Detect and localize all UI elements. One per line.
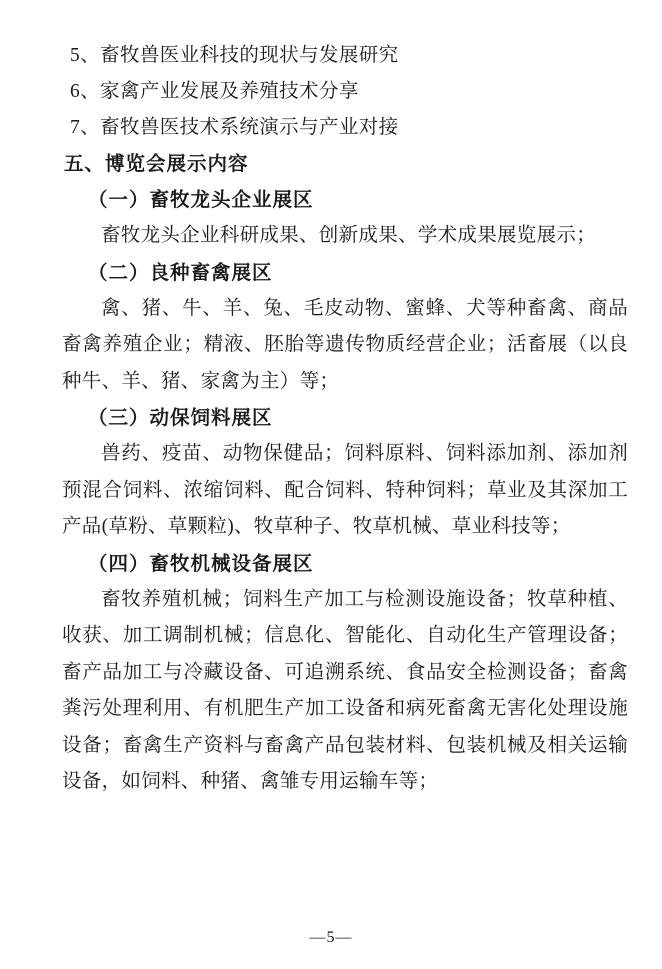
subsection-2-heading: （二）良种畜禽展区 [88, 260, 273, 284]
list-item-5: 5、畜牧兽医业科技的现状与发展研究 [70, 45, 399, 66]
subsection-3 [62, 400, 628, 546]
subsection-3-heading: （三）动保饲料展区 [88, 406, 273, 429]
subsection-2 [62, 255, 628, 401]
list-item-7: 7、畜牧兽医技术系统演示与产业对接 [70, 117, 399, 138]
subsection-4-heading: （四）畜牧机械设备展区 [88, 551, 314, 575]
subsection-4 [62, 546, 628, 801]
subsection-4-paragraph: 畜牧养殖机械；饲料生产加工与检测设施设备；牧草种植、收获、加工调制机械；信息化、智能化、自动化生产管理设备；畜产品加工与冷藏设备、可追溯系统、食品安全检测设备；畜禽粪污处理利用、有机肥生产加工设备和病死畜禽无害化处理设施设备；畜禽生产资料与畜禽产品包装材料、包装机械及相关运输设备，如饲料、种猪、禽雏专用运输车等； [62, 588, 628, 792]
subsection-1-heading: （一）畜牧龙头企业展区 [88, 188, 314, 211]
subsection-1-paragraph: 畜牧龙头企业科研成果、创新成果、学术成果展览展示； [101, 225, 597, 246]
subsection-2-paragraph: 禽、猪、牛、羊、兔、毛皮动物、蜜蜂、犬等种畜禽、商品畜禽养殖企业；精液、胚胎等遗传物质经营企业；活畜展（以良种牛、羊、猪、家禽为主）等； [62, 297, 628, 392]
list-item-6: 6、家禽产业发展及养殖技术分享 [70, 81, 359, 102]
subsection-3-paragraph: 兽药、疫苗、动物保健品；饲料原料、饲料添加剂、添加剂预混合饲料、浓缩饲料、配合饲料、特种饲料；草业及其深加工产品(草粉、草颗粒)、牧草种子、牧草机械、草业科技等； [62, 443, 628, 537]
subsection-1 [62, 182, 628, 255]
page-number: —5— [309, 929, 353, 946]
section-heading: 五、博览会展示内容 [64, 152, 249, 175]
